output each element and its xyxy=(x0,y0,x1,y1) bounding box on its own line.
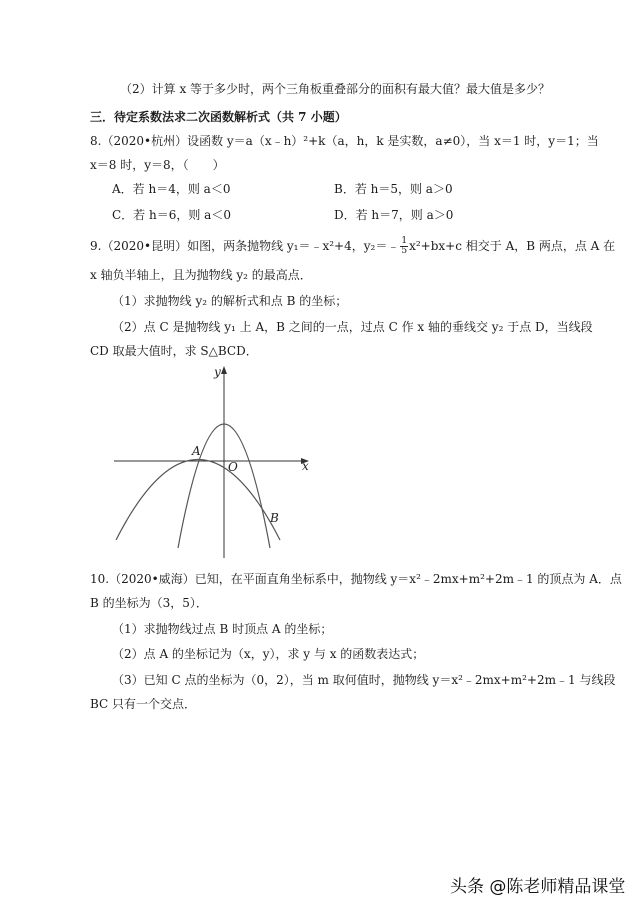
origin-label: O xyxy=(228,460,238,474)
q8-option-d: D．若 h＝7，则 a＞0 xyxy=(334,208,454,222)
parabola-figure xyxy=(104,362,324,562)
parabola-y2 xyxy=(116,460,280,541)
y-axis-label: y xyxy=(214,365,221,379)
fraction-denominator: 5 xyxy=(401,246,408,256)
x-axis-label: x xyxy=(302,459,309,473)
q10-part1: （1）求抛物线过点 B 时顶点 A 的坐标； xyxy=(112,622,333,636)
q9-stem-line1-a: 9.（2020•昆明）如图，两条抛物线 y₁＝﹣x²+4，y₂＝﹣ xyxy=(90,239,400,253)
q10-stem-line1: 10.（2020•威海）已知，在平面直角坐标系中，抛物线 y＝x²﹣2mx+m²+2m﹣1 的顶点为 A．点 xyxy=(90,572,622,586)
q9-part2-line2: CD 取最大值时，求 S△BCD． xyxy=(90,344,258,358)
q10-stem-line2: B 的坐标为（3，5）． xyxy=(90,596,208,610)
q8-option-b: B．若 h＝5，则 a＞0 xyxy=(334,182,453,196)
fraction xyxy=(400,237,408,256)
q10-part2: （2）点 A 的坐标记为（x，y），求 y 与 x 的函数表达式； xyxy=(112,647,425,661)
q8-option-c: C．若 h＝6，则 a＜0 xyxy=(112,208,231,222)
point-a-label: A xyxy=(192,444,201,458)
q9-stem-line1 xyxy=(90,237,615,256)
q9-stem-line2: x 轴负半轴上，且为抛物线 y₂ 的最高点． xyxy=(90,268,312,282)
q9-stem-line1-b: x²+bx+c 相交于 A，B 两点，点 A 在 xyxy=(409,239,616,253)
q8-stem-line2: x＝8 时，y＝8，（ ） xyxy=(90,158,225,172)
point-b-label: B xyxy=(270,511,279,525)
q8-option-a: A．若 h＝4，则 a＜0 xyxy=(112,182,231,196)
q9-part1: （1）求抛物线 y₂ 的解析式和点 B 的坐标； xyxy=(112,294,348,308)
watermark-text: 头条 @陈老师精品课堂 xyxy=(450,877,626,897)
fraction-numerator: 1 xyxy=(401,236,408,246)
q10-part3-line1: （3）已知 C 点的坐标为（0，2），当 m 取何值时，抛物线 y＝x²﹣2mx+m²+2m﹣1 与线段 xyxy=(112,673,616,687)
section-title: 三．待定系数法求二次函数解析式（共 7 小题） xyxy=(90,110,347,124)
prev-question-part2: （2）计算 x 等于多少时，两个三角板重叠部分的面积有最大值？最大值是多少？ xyxy=(120,82,551,96)
q10-part3-line2: BC 只有一个交点． xyxy=(90,697,197,711)
q8-stem-line1: 8.（2020•杭州）设函数 y＝a（x﹣h）²+k（a，h，k 是实数，a≠0），当 x＝1 时，y＝1；当 xyxy=(90,134,599,148)
q9-part2-line1: （2）点 C 是抛物线 y₁ 上 A，B 之间的一点，过点 C 作 x 轴的垂线交 y₂ 于点 D，当线段 xyxy=(112,320,593,334)
y-axis-arrow xyxy=(221,366,227,374)
